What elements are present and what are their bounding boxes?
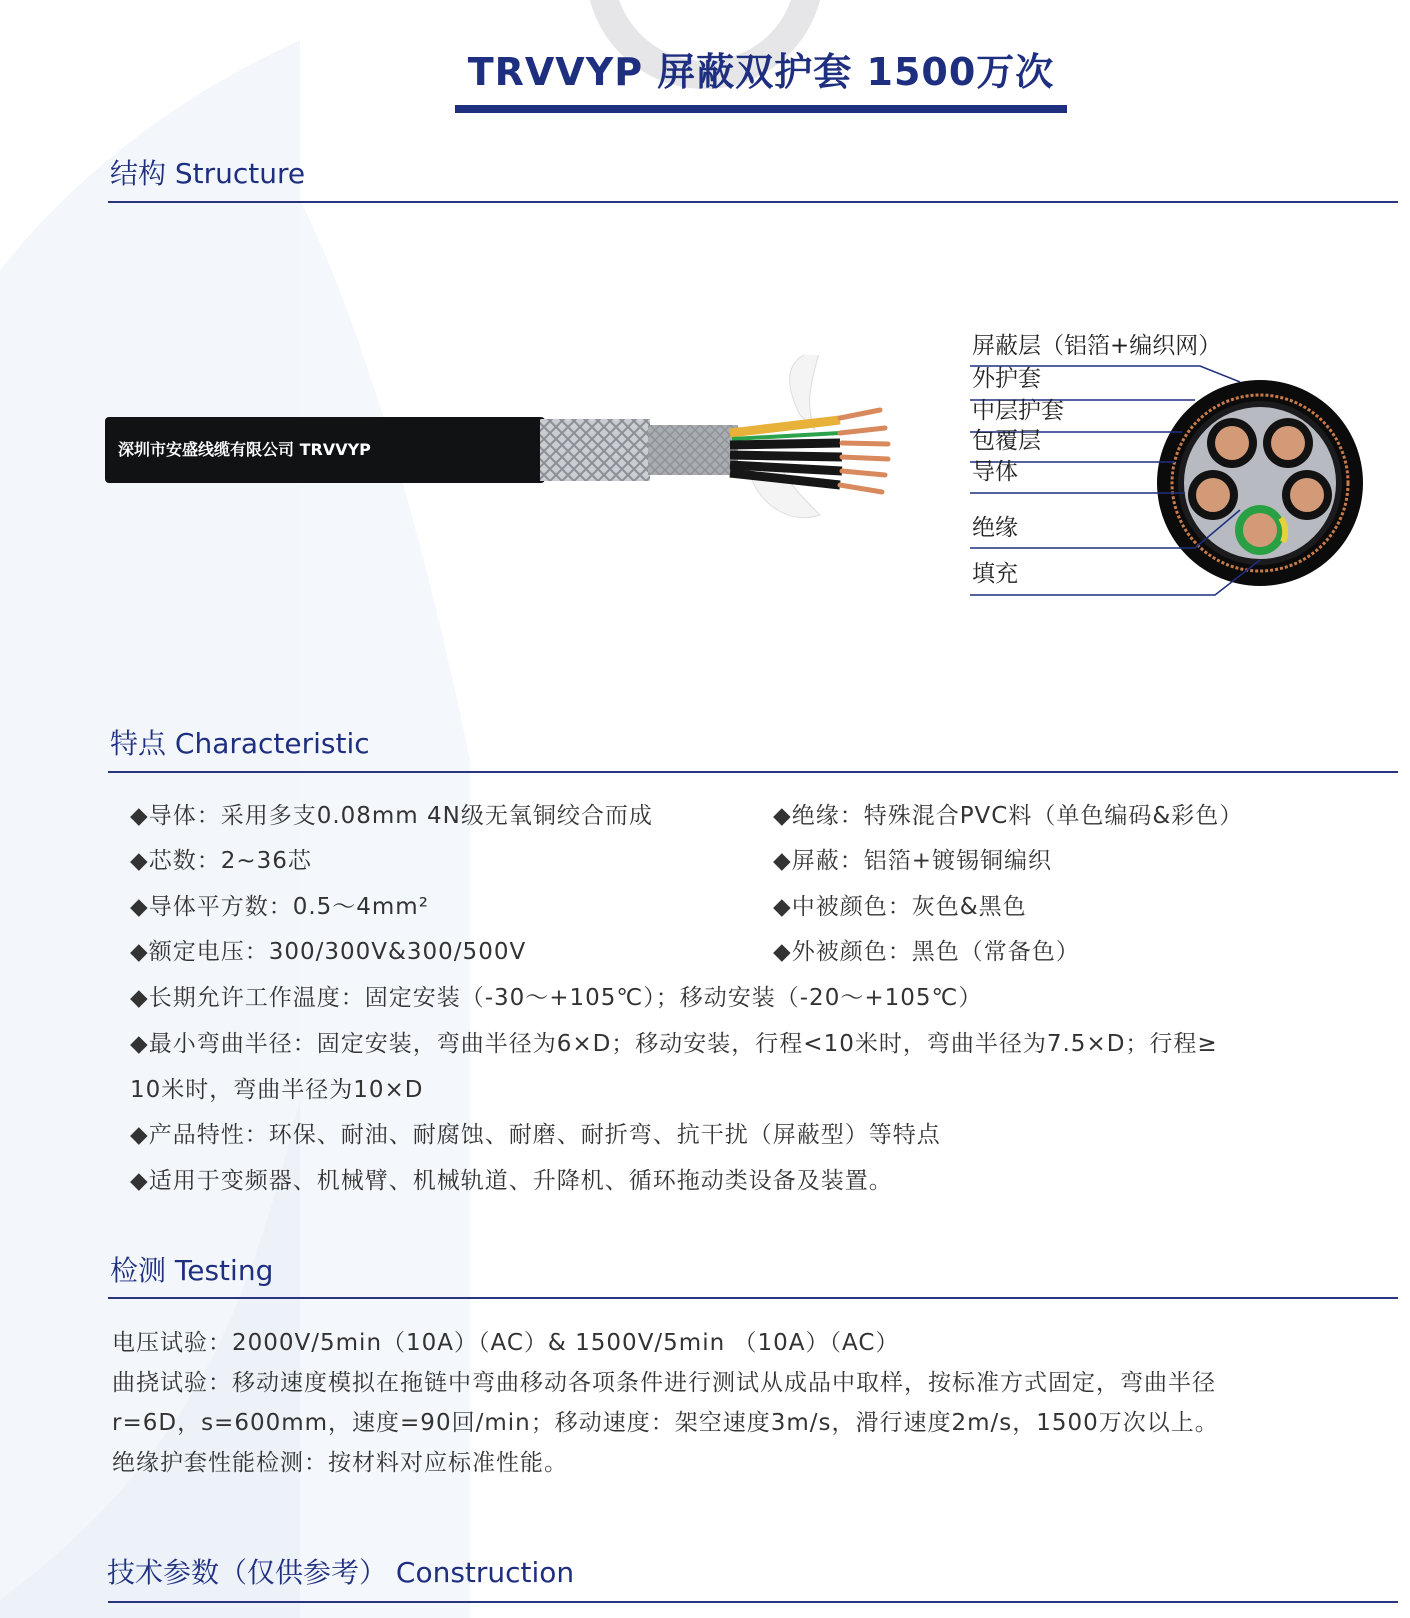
legend-outer-sheath: 外护套 [972, 366, 1041, 392]
testing-flex-cont: r=6D，s=600mm，速度=90回/min；移动速度：架空速度3m/s，滑行速度2m/s，1500万次以上。 [112, 1410, 1219, 1436]
feature-temperature: ◆长期允许工作温度：固定安装（-30～+105℃）；移动安装（-20～+105℃） [130, 985, 983, 1011]
feature-insulation: ◆绝缘：特殊混合PVC料（单色编码&彩色） [773, 803, 1244, 829]
feature-cross-section: ◆导体平方数：0.5～4mm² [130, 894, 429, 920]
feature-outer-color: ◆外被颜色：黑色（常备色） [773, 939, 1080, 965]
legend-shield-layer: 屏蔽层（铝箔+编织网） [972, 333, 1222, 359]
feature-middle-color: ◆中被颜色：灰色&黑色 [773, 894, 1027, 920]
legend-filler: 填充 [972, 561, 1018, 587]
legend-insulation: 绝缘 [972, 515, 1018, 541]
section-heading-structure: 结构 Structure [110, 157, 306, 190]
feature-conductor: ◆导体：采用多支0.08mm 4N级无氧铜绞合而成 [130, 803, 653, 829]
feature-applications: ◆适用于变频器、机械臂、机械轨道、升降机、循环拖动类设备及装置。 [130, 1168, 893, 1194]
feature-shield: ◆屏蔽：铝箔+镀锡铜编织 [773, 848, 1052, 874]
title-block [455, 45, 1067, 113]
section-rule-testing [108, 1297, 1398, 1299]
legend-conductor: 导体 [972, 459, 1018, 485]
testing-insulation: 绝缘护套性能检测：按材料对应标准性能。 [112, 1450, 568, 1476]
title-underline [455, 105, 1067, 113]
section-rule-characteristic [108, 771, 1398, 773]
feature-cores: ◆芯数：2~36芯 [130, 848, 312, 874]
feature-properties: ◆产品特性：环保、耐油、耐腐蚀、耐磨、耐折弯、抗干扰（屏蔽型）等特点 [130, 1122, 941, 1148]
section-rule-construction [108, 1601, 1398, 1603]
feature-rated-voltage: ◆额定电压：300/300V&300/500V [130, 939, 527, 965]
section-heading-testing: 检测 Testing [110, 1254, 274, 1287]
section-heading-characteristic: 特点 Characteristic [110, 727, 370, 760]
section-rule-structure [108, 201, 1398, 203]
testing-flex: 曲挠试验：移动速度模拟在拖链中弯曲移动各项条件进行测试从成品中取样，按标准方式固定，弯曲半径 [112, 1370, 1216, 1396]
legend-middle-sheath: 中层护套 [972, 398, 1064, 424]
cable-print-text: 深圳市安盛线缆有限公司 TRVVYP [118, 440, 371, 459]
page-title: TRVVYP 屏蔽双护套 1500万次 [467, 50, 1055, 94]
feature-bend-radius: ◆最小弯曲半径：固定安装，弯曲半径为6×D；移动安装，行程<10米时，弯曲半径为7.5×D；行程≥ [130, 1031, 1218, 1057]
legend-wrapping-layer: 包覆层 [972, 428, 1041, 454]
testing-voltage: 电压试验：2000V/5min（10A）（AC）& 1500V/5min （10A）（AC） [112, 1330, 900, 1356]
cable-illustration [100, 355, 910, 530]
section-heading-construction: 技术参数（仅供参考） Construction [107, 1556, 575, 1589]
feature-bend-radius-cont: 10米时，弯曲半径为10×D [130, 1077, 424, 1103]
